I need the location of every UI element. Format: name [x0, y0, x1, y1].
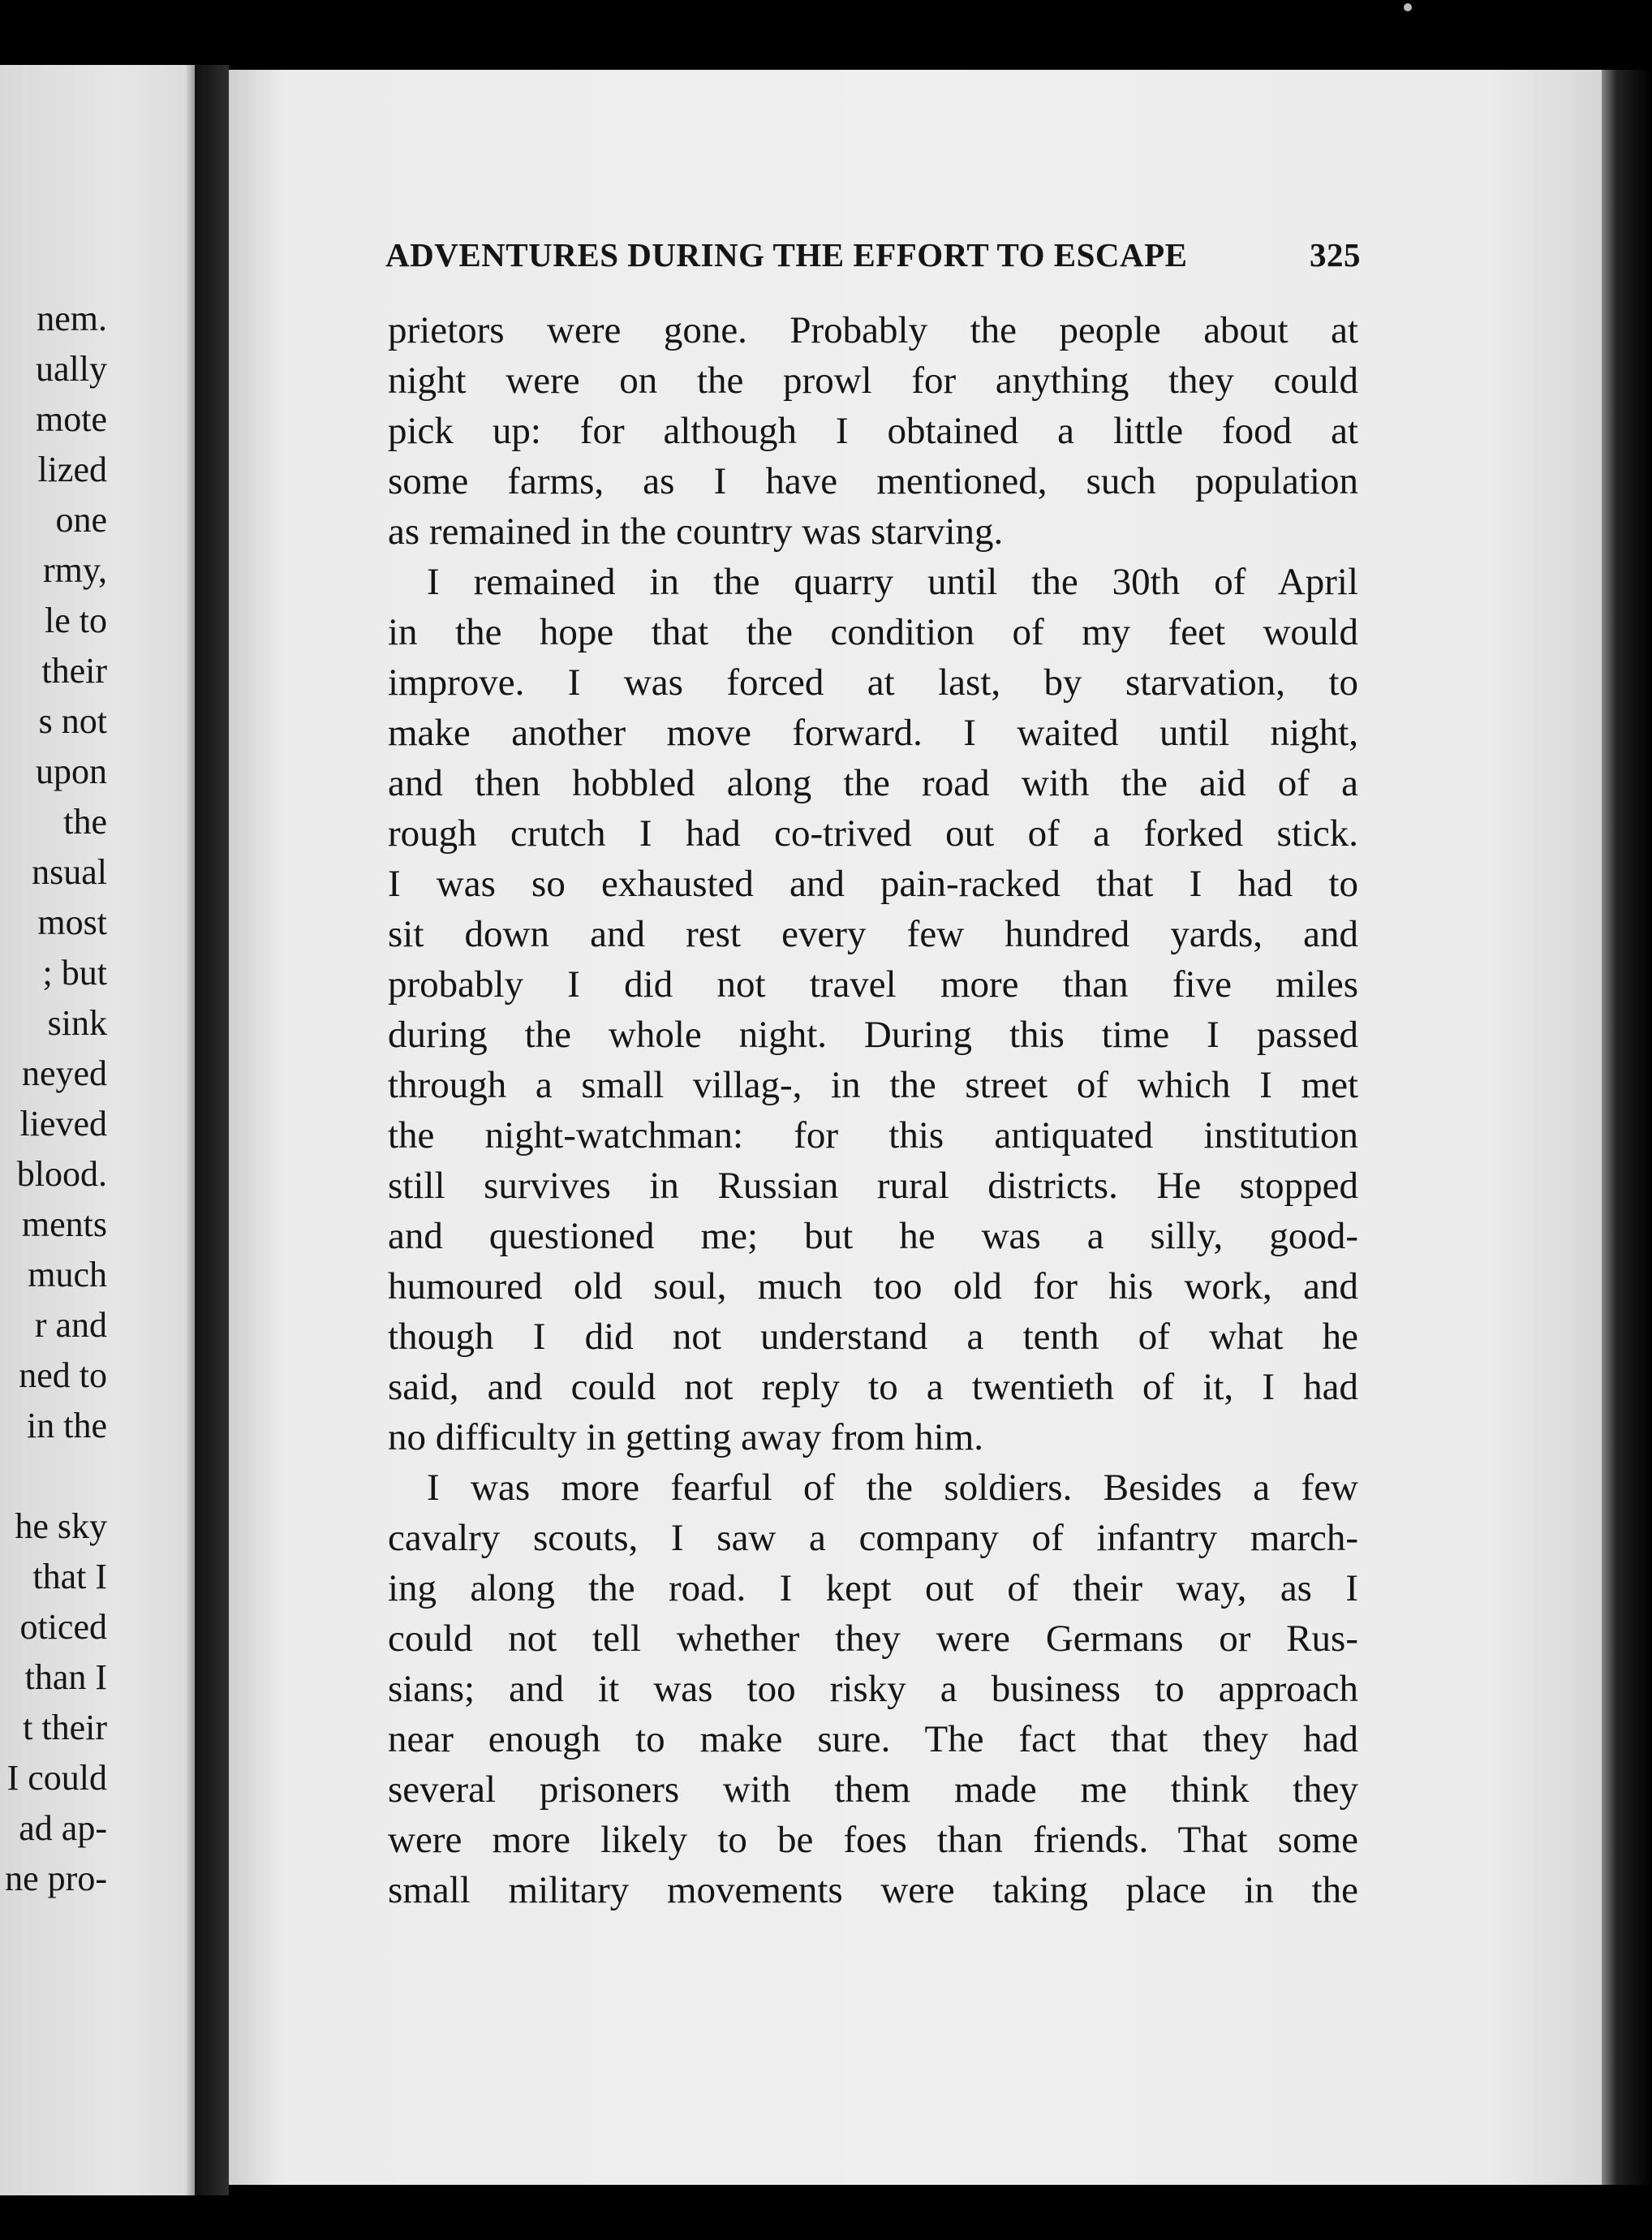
left-fragment-line: ned to	[19, 1355, 107, 1395]
left-fragment-line: ne pro-	[5, 1859, 107, 1898]
page-body-text	[388, 305, 1358, 1915]
left-facing-page	[0, 65, 195, 2195]
running-head-title: ADVENTURES DURING THE EFFORT TO ESCAPE	[385, 236, 1188, 274]
left-fragment-line: mote	[36, 399, 107, 439]
left-fragment-line: lized	[37, 450, 107, 489]
left-fragment-line: t their	[23, 1708, 107, 1747]
text-line: the night-watchman: for this antiquated institution	[388, 1114, 1358, 1157]
left-fragment-line: their	[41, 651, 107, 691]
left-fragment-line: upon	[36, 752, 107, 791]
text-line: near enough to make sure. The fact that they had	[388, 1718, 1358, 1760]
left-fragment-line: ually	[36, 349, 107, 389]
text-line: during the whole night. During this time I passed	[388, 1014, 1358, 1056]
left-fragment-line: that I	[32, 1557, 107, 1596]
left-fragment-line: ments	[21, 1204, 107, 1244]
text-line: I was more fearful of the soldiers. Besides a few	[427, 1467, 1358, 1509]
left-fragment-line: he sky	[15, 1506, 107, 1546]
text-line: make another move forward. I waited until night,	[388, 712, 1358, 754]
text-line: through a small villag-, in the street of which I met	[388, 1064, 1358, 1106]
left-fragment-line: one	[55, 500, 107, 540]
left-fragment-line: much	[28, 1255, 107, 1294]
left-fragment-line: sink	[47, 1003, 107, 1043]
left-page-text-fragments	[0, 294, 195, 1904]
text-line: no difficulty in getting away from him.	[388, 1416, 984, 1458]
book-gutter-shadow	[195, 65, 229, 2195]
text-line: I remained in the quarry until the 30th of April	[427, 561, 1358, 603]
text-line: and then hobbled along the road with the aid of a	[388, 762, 1358, 804]
left-fragment-line: neyed	[21, 1053, 107, 1093]
text-line: still survives in Russian rural districts. He stopped	[388, 1165, 1358, 1207]
left-fragment-line: the	[63, 802, 107, 842]
text-line: humoured old soul, much too old for his work, and	[388, 1265, 1358, 1307]
left-fragment-line: in the	[27, 1406, 107, 1445]
left-fragment-line: rmy,	[42, 550, 107, 590]
text-line: small military movements were taking place in the	[388, 1869, 1358, 1911]
text-line: improve. I was forced at last, by starvation, to	[388, 661, 1358, 704]
text-line: cavalry scouts, I saw a company of infantry march-	[388, 1517, 1358, 1559]
left-fragment-line: r and	[34, 1305, 107, 1345]
text-line: sit down and rest every few hundred yards, and	[388, 913, 1358, 955]
left-fragment-line: than I	[24, 1657, 107, 1697]
text-line: pick up: for although I obtained a little food at	[388, 410, 1358, 452]
left-fragment-line: lieved	[19, 1104, 107, 1144]
text-line: in the hope that the condition of my feet would	[388, 611, 1358, 653]
left-fragment-line: I could	[6, 1758, 107, 1798]
left-fragment-line: le to	[45, 601, 107, 640]
text-line: were more likely to be foes than friends. That some	[388, 1819, 1358, 1861]
text-line: sians; and it was too risky a business to approach	[388, 1668, 1358, 1710]
text-line: several prisoners with them made me think they	[388, 1768, 1358, 1811]
scan-speck	[1404, 3, 1412, 11]
left-fragment-line: ; but	[42, 953, 107, 993]
text-line: night were on the prowl for anything they could	[388, 360, 1358, 402]
left-fragment-line: most	[37, 902, 107, 942]
text-line: rough crutch I had co-trived out of a forked stick.	[388, 812, 1358, 855]
running-head	[385, 235, 1361, 274]
text-line: prietors were gone. Probably the people about at	[388, 309, 1358, 351]
left-fragment-line: nsual	[32, 852, 107, 892]
left-fragment-line: s not	[38, 701, 107, 741]
text-line: probably I did not travel more than five miles	[388, 963, 1358, 1006]
page-number: 325	[1310, 236, 1361, 274]
text-line: though I did not understand a tenth of what he	[388, 1316, 1358, 1358]
text-line: could not tell whether they were Germans or Rus-	[388, 1618, 1358, 1660]
text-line: and questioned me; but he was a silly, good-	[388, 1215, 1358, 1257]
page-edge-shadow	[1602, 70, 1652, 2185]
text-line: ing along the road. I kept out of their way, as I	[388, 1567, 1358, 1609]
left-fragment-line: ad ap-	[19, 1808, 107, 1848]
left-fragment-line: blood.	[16, 1154, 107, 1194]
text-line: some farms, as I have mentioned, such population	[388, 460, 1358, 502]
left-fragment-line: oticed	[19, 1607, 107, 1647]
left-fragment-line: nem.	[37, 299, 107, 338]
text-line: I was so exhausted and pain-racked that I had to	[388, 863, 1358, 905]
text-line: as remained in the country was starving.	[388, 510, 1004, 553]
text-line: said, and could not reply to a twentieth of it, I had	[388, 1366, 1358, 1408]
